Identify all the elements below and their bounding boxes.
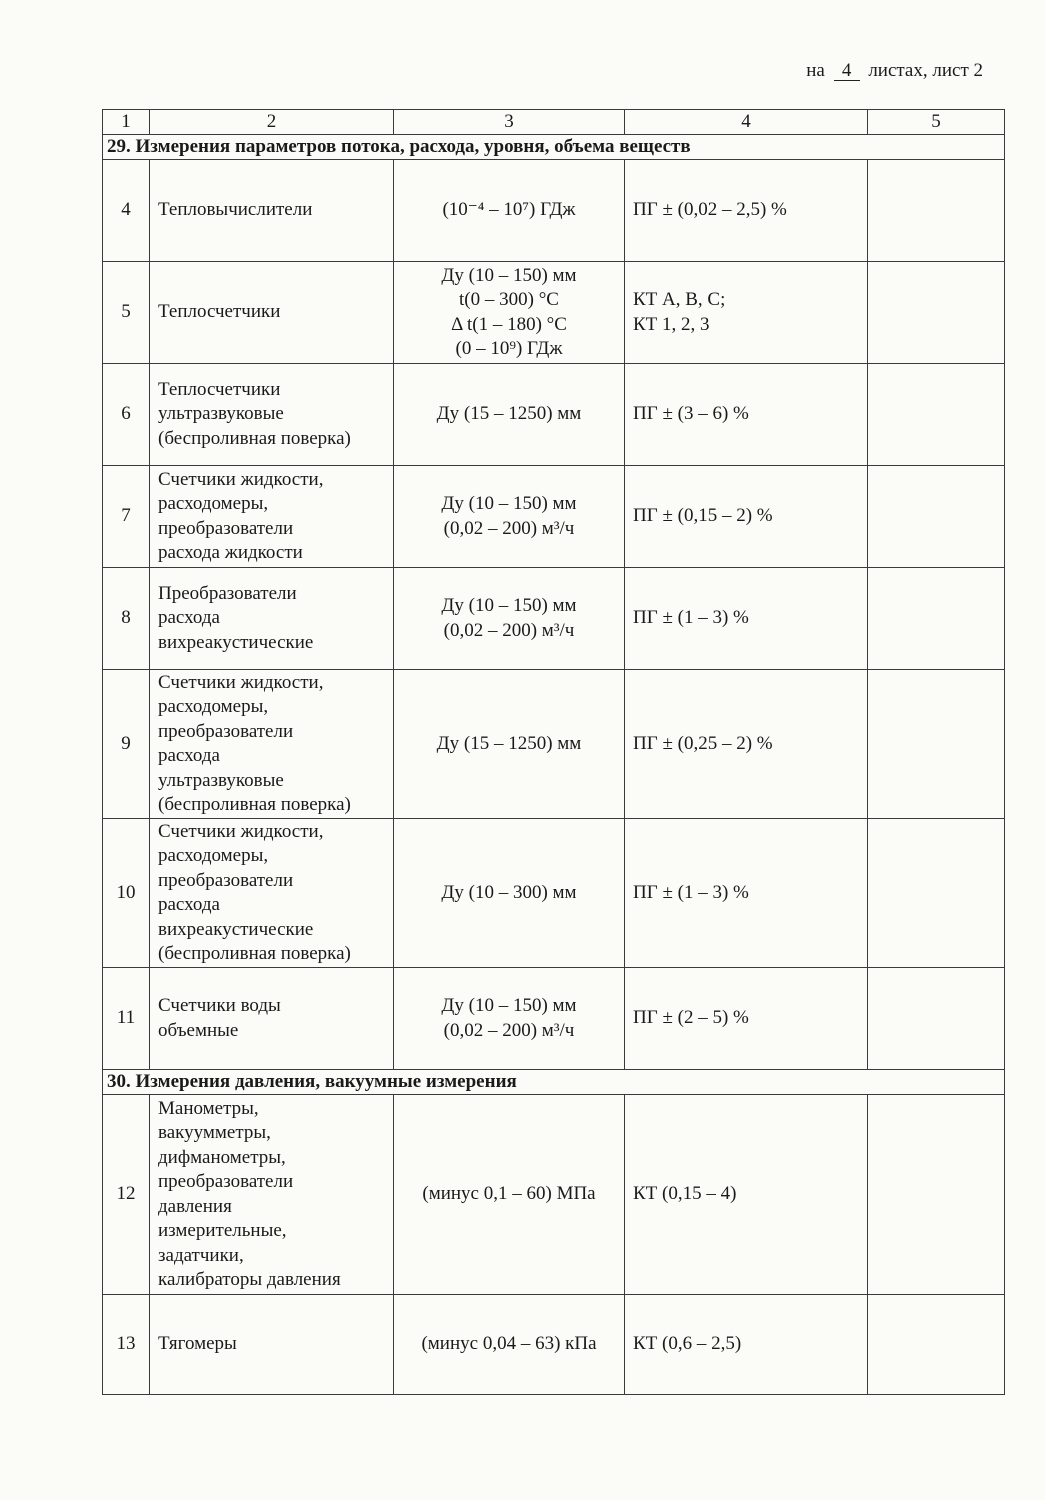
row-number: 5 (103, 262, 150, 364)
accuracy-class: КТ А, В, С; КТ 1, 2, 3 (625, 262, 868, 364)
instrument-name: Счетчики воды объемные (150, 968, 394, 1070)
row-number: 11 (103, 968, 150, 1070)
row-number: 10 (103, 819, 150, 968)
measurement-range: Ду (15 – 1250) мм (394, 670, 625, 819)
accreditation-table (102, 109, 1005, 1395)
table-row (103, 1095, 1005, 1295)
row-number: 8 (103, 568, 150, 670)
notes-cell (868, 1295, 1005, 1395)
measurement-range: Ду (10 – 150) мм (0,02 – 200) м³/ч (394, 968, 625, 1070)
notes-cell (868, 364, 1005, 466)
table-row (103, 968, 1005, 1070)
instrument-name: Манометры, вакуумметры, дифманометры, преобразователи давления измерительные, задатчики, калибраторы давления (150, 1095, 394, 1295)
measurement-range: (минус 0,1 – 60) МПа (394, 1095, 625, 1295)
table-row (103, 262, 1005, 364)
column-number: 4 (625, 110, 868, 135)
table-row (103, 364, 1005, 466)
sheets-total: 4 (834, 62, 860, 81)
accuracy-class: КТ (0,15 – 4) (625, 1095, 868, 1295)
table-row (103, 466, 1005, 568)
notes-cell (868, 262, 1005, 364)
measurement-range: (минус 0,04 – 63) кПа (394, 1295, 625, 1395)
row-number: 4 (103, 160, 150, 262)
row-number: 6 (103, 364, 150, 466)
column-number: 3 (394, 110, 625, 135)
accuracy-class: ПГ ± (2 – 5) % (625, 968, 868, 1070)
instrument-name: Счетчики жидкости, расходомеры, преобразователи расхода жидкости (150, 466, 394, 568)
column-number: 2 (150, 110, 394, 135)
notes-cell (868, 819, 1005, 968)
section-header-row (103, 135, 1005, 160)
measurement-range: Ду (10 – 150) мм (0,02 – 200) м³/ч (394, 466, 625, 568)
accuracy-class: ПГ ± (3 – 6) % (625, 364, 868, 466)
instrument-name: Теплосчетчики ультразвуковые (беспроливная поверка) (150, 364, 394, 466)
accuracy-class: ПГ ± (1 – 3) % (625, 568, 868, 670)
column-number: 1 (103, 110, 150, 135)
column-number: 5 (868, 110, 1005, 135)
notes-cell (868, 968, 1005, 1070)
measurement-range: Ду (15 – 1250) мм (394, 364, 625, 466)
accuracy-class: ПГ ± (0,25 – 2) % (625, 670, 868, 819)
measurement-range: Ду (10 – 300) мм (394, 819, 625, 968)
instrument-name: Теплосчетчики (150, 262, 394, 364)
section-title: 30. Измерения давления, вакуумные измерения (103, 1070, 1005, 1095)
notes-cell (868, 670, 1005, 819)
sheet-suffix: листах, лист 2 (868, 60, 983, 81)
sheet-prefix: на (806, 60, 825, 81)
sheet-counter (806, 60, 983, 82)
accuracy-class: ПГ ± (0,15 – 2) % (625, 466, 868, 568)
section-header-row (103, 1070, 1005, 1095)
accuracy-class: ПГ ± (0,02 – 2,5) % (625, 160, 868, 262)
notes-cell (868, 1095, 1005, 1295)
table-row (103, 670, 1005, 819)
notes-cell (868, 160, 1005, 262)
table-row (103, 1295, 1005, 1395)
accuracy-class: КТ (0,6 – 2,5) (625, 1295, 868, 1395)
row-number: 13 (103, 1295, 150, 1395)
notes-cell (868, 466, 1005, 568)
row-number: 9 (103, 670, 150, 819)
table-row (103, 819, 1005, 968)
row-number: 7 (103, 466, 150, 568)
table-row (103, 160, 1005, 262)
instrument-name: Счетчики жидкости, расходомеры, преобразователи расхода вихреакустические (беспроливная поверка) (150, 819, 394, 968)
notes-cell (868, 568, 1005, 670)
instrument-name: Преобразователи расхода вихреакустические (150, 568, 394, 670)
instrument-name: Тепловычислители (150, 160, 394, 262)
column-number-row (103, 110, 1005, 135)
accuracy-class: ПГ ± (1 – 3) % (625, 819, 868, 968)
row-number: 12 (103, 1095, 150, 1295)
section-title: 29. Измерения параметров потока, расхода, уровня, объема веществ (103, 135, 1005, 160)
measurement-range: (10⁻⁴ – 10⁷) ГДж (394, 160, 625, 262)
instrument-name: Тягомеры (150, 1295, 394, 1395)
measurement-range: Ду (10 – 150) мм t(0 – 300) °С Δ t(1 – 180) °С (0 – 10⁹) ГДж (394, 262, 625, 364)
instrument-name: Счетчики жидкости, расходомеры, преобразователи расхода ультразвуковые (беспроливная поверка) (150, 670, 394, 819)
measurement-range: Ду (10 – 150) мм (0,02 – 200) м³/ч (394, 568, 625, 670)
table-row (103, 568, 1005, 670)
